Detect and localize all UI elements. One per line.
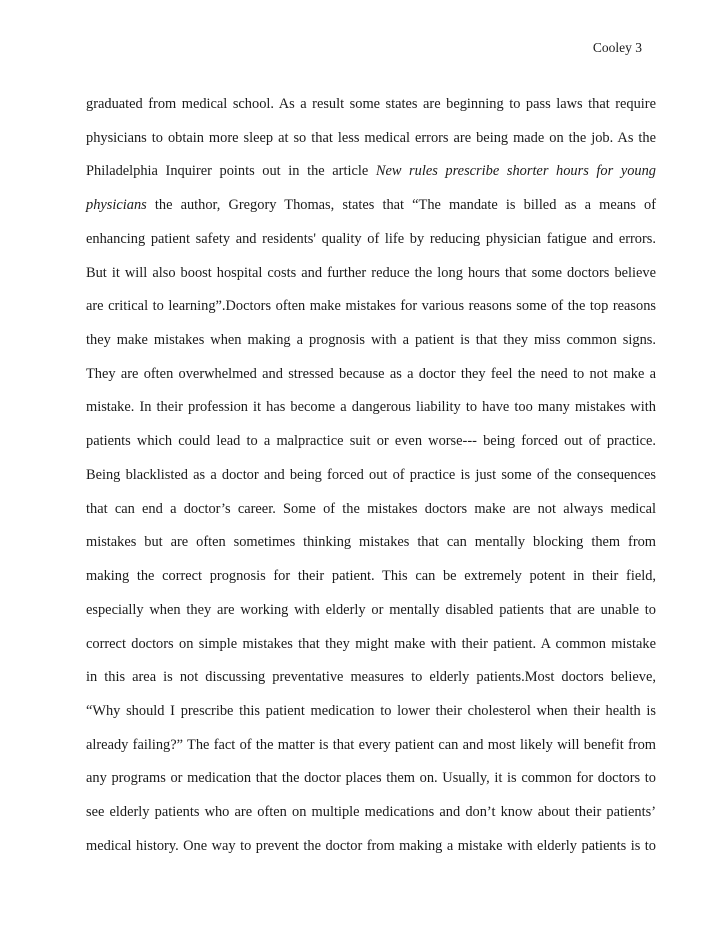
line-text: patients which could lead to a malpractice suit or even worse--- being forced out of practice. xyxy=(86,433,656,450)
line-text: in this area is not discussing preventative measures to elderly patients.Most doctors believe, xyxy=(86,669,656,686)
text-line xyxy=(86,560,656,594)
text-line xyxy=(86,223,656,257)
text-line xyxy=(86,459,656,493)
text-line xyxy=(86,257,656,291)
line-text: already failing?” The fact of the matter is that every patient can and most likely will benefit from xyxy=(86,736,656,753)
line-text: enhancing patient safety and residents' quality of life by reducing physician fatigue and errors. xyxy=(86,230,656,247)
running-head: Cooley 3 xyxy=(592,40,642,55)
line-text: making the correct prognosis for their patient. This can be extremely potent in their field, xyxy=(86,568,656,585)
italic-title-text: physicians xyxy=(86,197,147,214)
text-line xyxy=(86,122,656,156)
text-line xyxy=(86,189,656,223)
line-text: physicians to obtain more sleep at so that less medical errors are being made on the job. As the xyxy=(86,129,656,146)
text-line xyxy=(86,526,656,560)
line-text: mistake. In their profession it has become a dangerous liability to have too many mistakes with xyxy=(86,399,656,416)
line-text: Being blacklisted as a doctor and being forced out of practice is just some of the consequences xyxy=(86,466,656,483)
text-line xyxy=(86,391,656,425)
text-line xyxy=(86,661,656,695)
line-text: the author, Gregory Thomas, states that “The mandate is billed as a means of xyxy=(146,197,656,214)
text-line xyxy=(86,290,656,324)
line-text: see elderly patients who are often on multiple medications and don’t know about their patients’ xyxy=(86,804,656,821)
text-line xyxy=(86,425,656,459)
line-text: They are often overwhelmed and stressed because as a doctor they feel the need to not make a xyxy=(86,365,656,382)
line-text: mistakes but are often sometimes thinking mistakes that can mentally blocking them from xyxy=(86,534,656,551)
text-line xyxy=(86,594,656,628)
line-text: But it will also boost hospital costs and further reduce the long hours that some doctors believe xyxy=(86,264,656,281)
text-line xyxy=(86,729,656,763)
body-text xyxy=(86,88,656,864)
text-line xyxy=(86,628,656,662)
text-line xyxy=(86,493,656,527)
text-line xyxy=(86,762,656,796)
line-text: “Why should I prescribe this patient medication to lower their cholesterol when their health is xyxy=(86,702,656,719)
line-text: Philadelphia Inquirer points out in the article xyxy=(86,163,376,180)
line-text: correct doctors on simple mistakes that they might make with their patient. A common mistake xyxy=(86,635,656,652)
line-text: any programs or medication that the doctor places them on. Usually, it is common for doctors to xyxy=(86,770,656,787)
line-text: that can end a doctor’s career. Some of the mistakes doctors make are not always medical xyxy=(86,500,656,517)
italic-title-text: New rules prescribe shorter hours for young xyxy=(375,163,656,180)
text-line xyxy=(86,695,656,729)
text-line xyxy=(86,796,656,830)
text-line xyxy=(86,830,656,864)
line-text: especially when they are working with elderly or mentally disabled patients that are unable to xyxy=(86,601,656,618)
text-line xyxy=(86,155,656,189)
line-text: are critical to learning”.Doctors often make mistakes for various reasons some of the top reasons xyxy=(86,298,656,315)
text-line xyxy=(86,324,656,358)
text-line xyxy=(86,88,656,122)
line-text: medical history. One way to prevent the doctor from making a mistake with elderly patients is to xyxy=(86,837,656,854)
text-line xyxy=(86,358,656,392)
line-text: they make mistakes when making a prognosis with a patient is that they miss common signs. xyxy=(86,332,656,349)
line-text: graduated from medical school. As a result some states are beginning to pass laws that require xyxy=(86,96,656,112)
